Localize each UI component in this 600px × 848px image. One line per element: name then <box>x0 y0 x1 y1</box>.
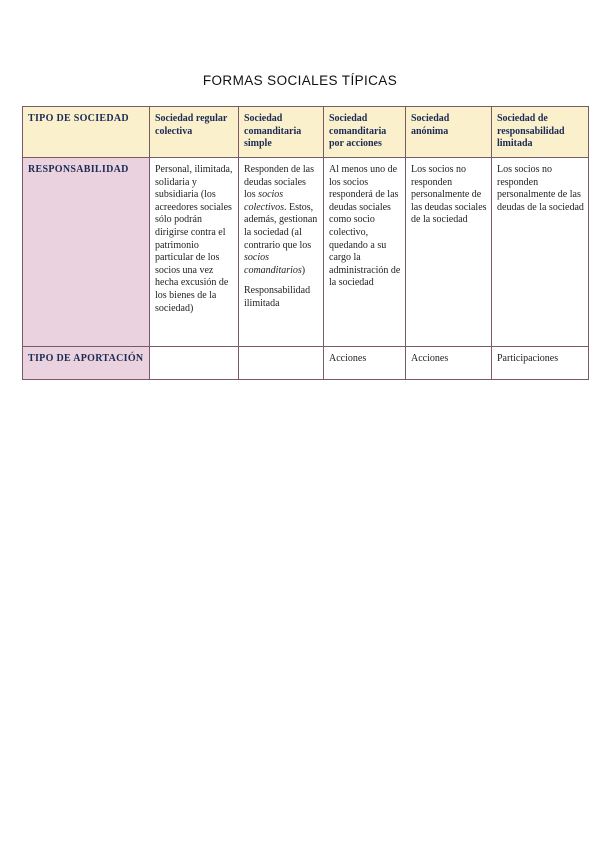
document-title: FORMAS SOCIALES TÍPICAS <box>202 73 398 88</box>
scs-text-2: . Estos, además, gestionan la sociedad (al contrario que los <box>244 201 318 251</box>
responsabilidad-label: RESPONSABILIDAD <box>23 158 150 347</box>
aportacion-scs-cell <box>239 347 324 380</box>
header-col-srl: Sociedad de responsabilidad limitada <box>492 107 589 158</box>
aportacion-srl-cell: Participaciones <box>492 347 589 380</box>
responsabilidad-src-cell: Personal, ilimitada, solidaria y subsidiaria (los acreedores sociales sólo podrán dirigirse contra el patrimonio particular de los socios una vez hecha excusión de los bienes de la sociedad) <box>150 158 239 347</box>
scs-italic-2: socios comanditarios <box>244 252 302 276</box>
header-row-label: TIPO DE SOCIEDAD <box>23 107 150 158</box>
header-col-sa: Sociedad anónima <box>406 107 492 158</box>
scs-text-1: Responden de las deudas sociales los <box>244 164 314 201</box>
aportacion-scpa-cell: Acciones <box>324 347 406 380</box>
aportacion-src-cell <box>150 347 239 380</box>
header-col-scpa: Sociedad comanditaria por acciones <box>324 107 406 158</box>
responsabilidad-srl-cell: Los socios no responden personalmente de las deudas de la sociedad <box>492 158 589 347</box>
aportacion-row <box>23 347 589 380</box>
scs-text-3: ) <box>301 264 306 276</box>
responsabilidad-row <box>23 158 589 347</box>
scs-extra: Responsabilidad ilimitada <box>244 285 311 309</box>
aportacion-label: TIPO DE APORTACIÓN <box>23 347 150 380</box>
header-col-src: Sociedad regular colectiva <box>150 107 239 158</box>
scs-italic-1: socios colectivos <box>244 189 284 213</box>
header-row <box>23 107 589 158</box>
header-col-scs: Sociedad comanditaria simple <box>239 107 324 158</box>
responsabilidad-scs-cell <box>239 158 324 347</box>
forms-table <box>22 106 589 380</box>
aportacion-sa-cell: Acciones <box>406 347 492 380</box>
responsabilidad-sa-cell: Los socios no responden personalmente de las deudas sociales de la sociedad <box>406 158 492 347</box>
responsabilidad-scpa-cell: Al menos uno de los socios responderá de las deudas sociales como socio colectivo, quedando a su cargo la administración de la sociedad <box>324 158 406 347</box>
